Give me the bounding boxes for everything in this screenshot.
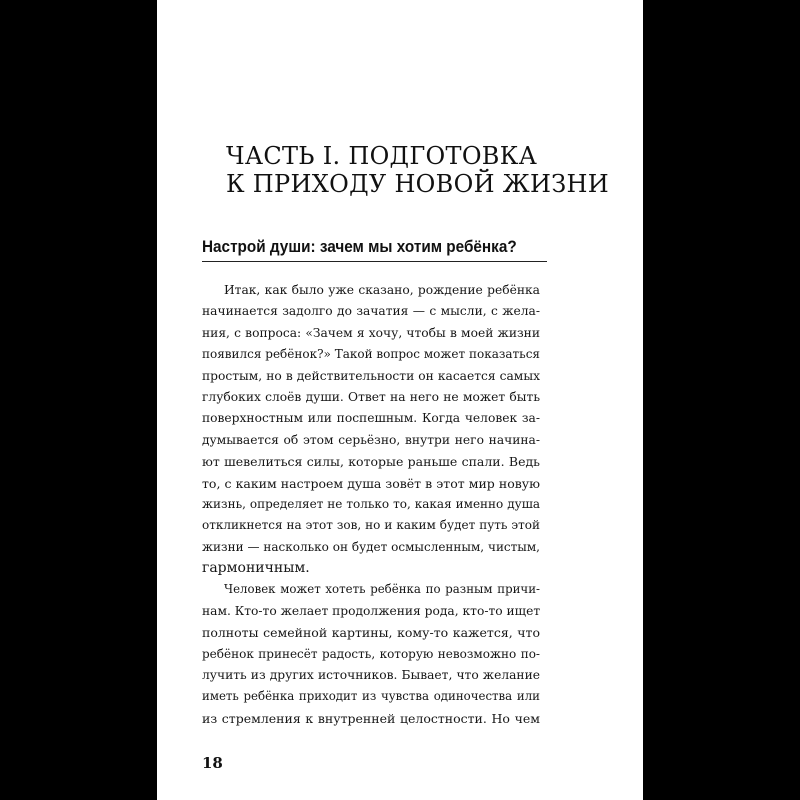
paragraph-1 xyxy=(202,280,540,579)
book-page xyxy=(157,0,643,800)
text-line: полноты семейной картины, кому-то кажется, что xyxy=(202,625,540,641)
part-title-line-2: К ПРИХОДУ НОВОЙ ЖИЗНИ xyxy=(226,170,609,198)
text-line: ют шевелиться силы, которые раньше спали. Ведь xyxy=(202,454,540,470)
paragraph-2 xyxy=(202,579,540,729)
section-heading: Настрой души: зачем мы хотим ребёнка? xyxy=(202,237,517,256)
text-line: откликнется на этот зов, но и каким будет путь этой xyxy=(202,518,540,533)
text-line: иметь ребёнка приходит из чувства одиночества или xyxy=(202,689,540,704)
page-number: 18 xyxy=(202,754,223,772)
part-title xyxy=(226,142,626,198)
text-line: то, с каким настроем душа зовёт в этот мир новую xyxy=(202,475,540,491)
text-line: из стремления к внутренней целостности. Но чем xyxy=(202,710,540,726)
text-line: думывается об этом серьёзно, внутри него начина- xyxy=(202,432,540,447)
text-line: нам. Кто-то желает продолжения рода, кто-то ищет xyxy=(202,603,541,618)
text-line: ребёнок принесёт радость, которую невозможно по- xyxy=(202,646,540,661)
text-line: лучить из других источников. Бывает, что желание xyxy=(202,668,540,683)
text-line: Итак, как было уже сказано, рождение ребёнка xyxy=(224,283,540,297)
text-line: глубоких слоёв души. Ответ на него не может быть xyxy=(202,389,540,404)
text-line: жизнь, определяет не только то, какая именно душа xyxy=(202,496,540,511)
text-line: жизни — насколько он будет осмысленным, чистым, xyxy=(202,539,540,554)
text-line: поверхностным или поспешным. Когда человек за- xyxy=(202,411,540,426)
text-line: начинается задолго до зачатия — с мысли, с жела- xyxy=(202,304,540,319)
body-text xyxy=(202,280,540,729)
part-title-line-1: ЧАСТЬ I. ПОДГОТОВКА xyxy=(226,142,538,170)
text-line: гармоничным. xyxy=(202,560,310,577)
text-line: ния, с вопроса: «Зачем я хочу, чтобы в моей жизни xyxy=(202,325,540,340)
left-black-margin xyxy=(0,0,157,800)
text-line: простым, но в действительности он касается самых xyxy=(202,368,540,383)
right-black-margin xyxy=(643,0,800,800)
heading-underline xyxy=(202,261,547,262)
text-line: Человек может хотеть ребёнка по разным причи- xyxy=(224,582,540,597)
text-line: появился ребёнок?» Такой вопрос может показаться xyxy=(202,347,541,362)
